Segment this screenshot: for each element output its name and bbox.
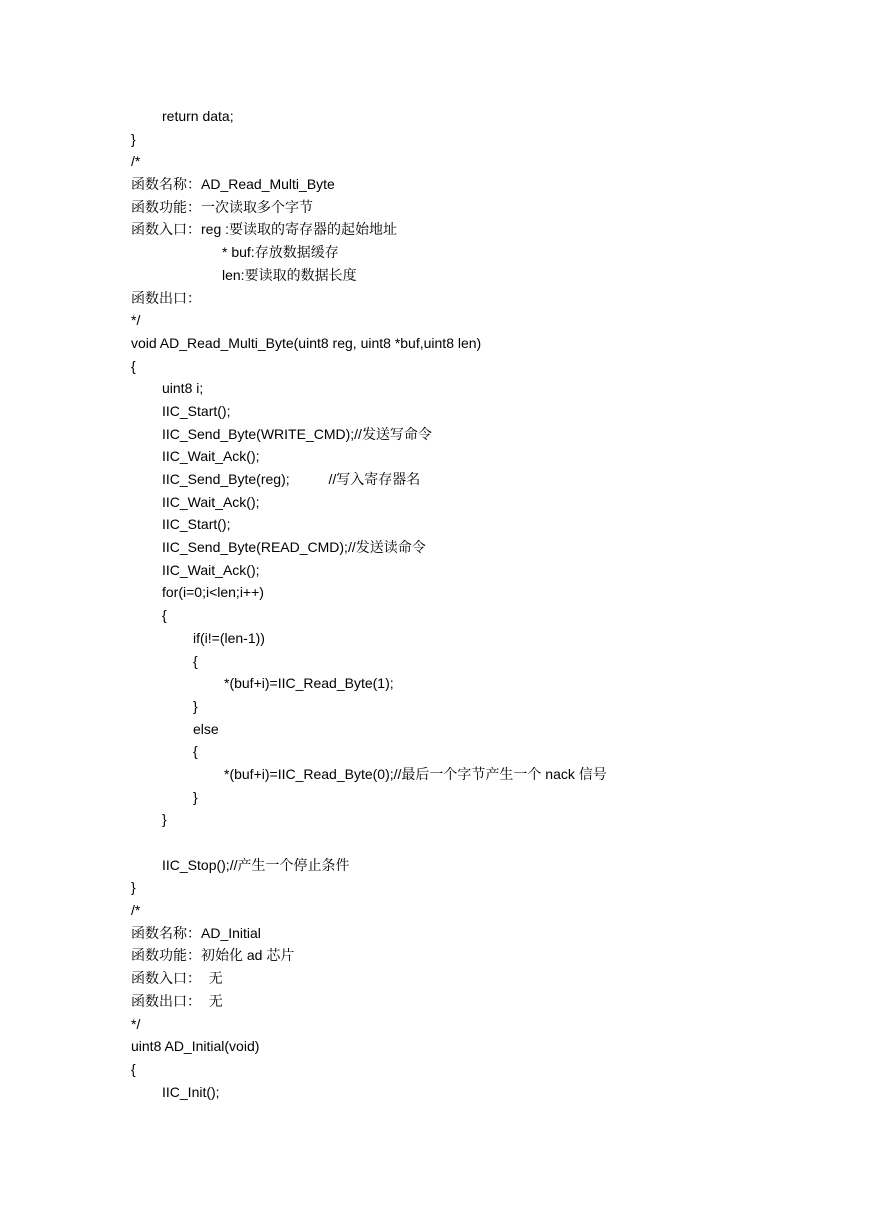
comment-open: /* xyxy=(131,902,141,919)
blank-line xyxy=(131,831,831,854)
code-line: IIC_Init(); xyxy=(162,1083,220,1100)
code-line: uint8 i; xyxy=(162,380,204,397)
function-desc-line: 函数功能：一次读取多个字节 xyxy=(131,198,313,215)
function-desc-line: 函数功能：初始化 ad 芯片 xyxy=(131,947,295,964)
code-line: else xyxy=(193,720,219,737)
code-line: *(buf+i)=IIC_Read_Byte(1); xyxy=(224,675,394,692)
param-line: * buf:存放数据缓存 xyxy=(222,244,339,261)
code-line: } xyxy=(162,811,167,828)
code-line: IIC_Send_Byte(READ_CMD);//发送读命令 xyxy=(162,539,426,556)
code-line: IIC_Wait_Ack(); xyxy=(162,493,260,510)
comment-close: */ xyxy=(131,1015,141,1032)
code-line: { xyxy=(193,743,198,760)
code-line: IIC_Send_Byte(WRITE_CMD);//发送写命令 xyxy=(162,425,432,442)
comment-close: */ xyxy=(131,312,141,329)
code-line: { xyxy=(162,607,167,624)
code-line: if(i!=(len-1)) xyxy=(193,629,265,646)
function-name-line: 函数名称：AD_Initial xyxy=(131,924,261,941)
code-line: { xyxy=(193,652,198,669)
param-line: len:要读取的数据长度 xyxy=(222,266,357,283)
code-line: { xyxy=(131,1060,136,1077)
code-line: IIC_Wait_Ack(); xyxy=(162,561,260,578)
function-signature: void AD_Read_Multi_Byte(uint8 reg, uint8 *buf,uint8 len) xyxy=(131,334,482,351)
function-exit-line: 函数出口： 无 xyxy=(131,992,223,1009)
code-line: IIC_Stop();//产生一个停止条件 xyxy=(162,856,350,873)
code-listing xyxy=(131,105,831,1103)
code-line: } xyxy=(131,879,136,896)
code-line: { xyxy=(131,357,136,374)
function-entry-line: 函数入口：reg :要读取的寄存器的起始地址 xyxy=(131,221,398,238)
code-line: return data; xyxy=(162,108,234,124)
function-exit-line: 函数出口： xyxy=(131,289,201,306)
function-entry-line: 函数入口： 无 xyxy=(131,970,223,987)
code-line: } xyxy=(193,697,198,714)
code-line: } xyxy=(131,130,136,147)
comment-open: /* xyxy=(131,153,141,170)
code-line: IIC_Start(); xyxy=(162,516,231,533)
code-line: IIC_Send_Byte(reg); //写入寄存器名 xyxy=(162,471,421,487)
code-line: IIC_Start(); xyxy=(162,402,231,419)
code-line: for(i=0;i<len;i++) xyxy=(162,584,264,601)
function-signature: uint8 AD_Initial(void) xyxy=(131,1038,260,1055)
code-line: IIC_Wait_Ack(); xyxy=(162,448,260,465)
code-line: } xyxy=(193,788,198,805)
code-line: *(buf+i)=IIC_Read_Byte(0);//最后一个字节产生一个 nack 信号 xyxy=(224,765,607,782)
function-name-line: 函数名称：AD_Read_Multi_Byte xyxy=(131,176,335,193)
